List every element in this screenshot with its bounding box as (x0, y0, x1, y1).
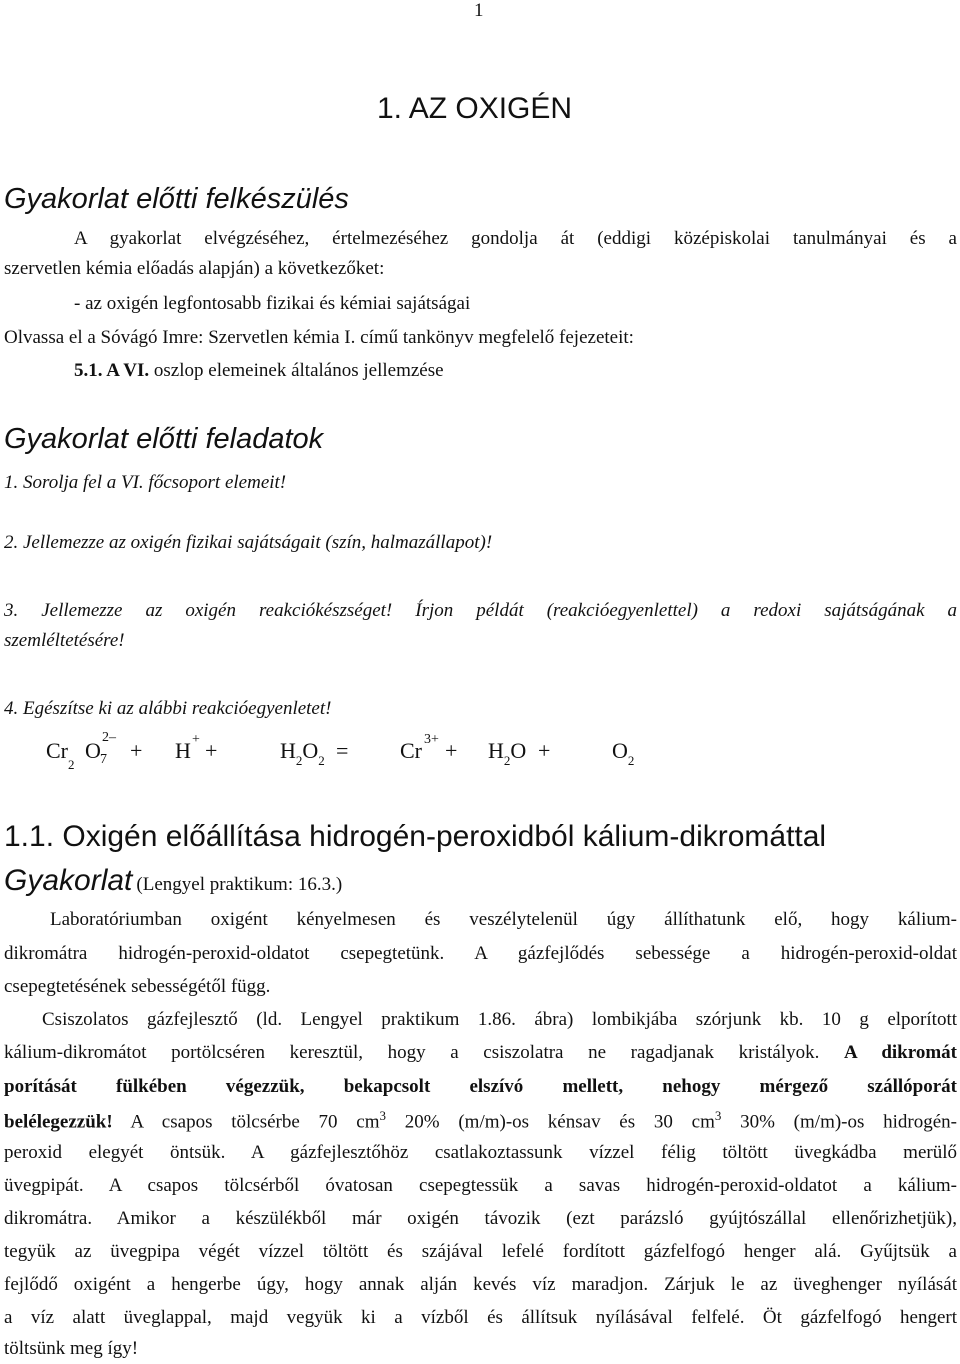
paragraph-2-line-2-text: kálium-dikromátot portölcséren keresztül, hogy a csiszolatra ne ragadjanak kristályok. (4, 1042, 820, 1063)
paragraph-2-line-2 (4, 1042, 957, 1064)
eq-cr2-sup: 3+ (424, 732, 439, 747)
paragraph-2-line-11: töltsünk meg így! (4, 1338, 139, 1359)
task-2: 2. Jellemezze az oxigén fizikai sajátságait (szín, halmazállapot)! (4, 532, 493, 553)
intro-line-2: szervetlen kémia előadás alapján) a következőket: (4, 258, 385, 279)
paragraph-2-line-7: dikromátra. Amikor a készülékből már oxigén távozik (ezt parázsló gyújtószállal ellenőrizhetjük), (4, 1208, 957, 1229)
acid-concentration-text: 20% (m/m)-os kénsav és 30 cm (404, 1111, 715, 1133)
paragraph-2-line-8: tegyük az üvegpipa végét vízzel töltött és szájával lefelé fordított gázfelfogó henger alá. Gyűjtsük a (4, 1241, 957, 1262)
paragraph-1-line-2: dikromátra hidrogén-peroxid-oldatot csepegtetünk. A gázfejlődés sebessége a hidrogén-peroxid-oldat (4, 943, 957, 964)
eq-cr: Cr (46, 738, 68, 763)
eq-h3: H (488, 738, 504, 763)
peroxide-concentration-text: 30% (m/m)-os hidrogén- (740, 1111, 958, 1133)
paragraph-2-line-5: peroxid elegyét öntsük. A gázfejlesztőhöz csatlakoztassunk vízzel félig töltött üvegkádba merülő (4, 1142, 957, 1163)
section-heading-oxygen-preparation: 1.1. Oxigén előállítása hidrogén-peroxidból kálium-dikromáttal (4, 820, 827, 853)
eq-cr-sub: 2 (68, 757, 75, 773)
practice-heading-row (4, 864, 342, 898)
acid-volume-text: A csapos tölcsérbe 70 cm (130, 1111, 380, 1133)
section-heading-tasks: Gyakorlat előtti feladatok (4, 423, 324, 455)
intro-line-1: A gyakorlat elvégzéséhez, értelmezéséhez gondolja át (eddigi középiskolai tanulmányai és a (74, 228, 957, 249)
eq-h: H (175, 738, 191, 763)
eq-o-sub: 7 (100, 752, 107, 767)
task-3-line-2: szemléltetésére! (4, 630, 125, 651)
eq-o-sup: 2– (102, 730, 116, 745)
eq-o4: O (612, 738, 628, 763)
paragraph-2-line-10: a víz alatt üveglappal, majd vegyük ki a vízből és állítsuk nyílásával felfelé. Öt gázfelfogó hengert (4, 1307, 957, 1328)
eq-equals: = (336, 738, 349, 763)
eq-h3-sub: 2 (503, 753, 511, 769)
warning-start: A dikromát (844, 1042, 957, 1063)
paragraph-1-line-3: csepegtetésének sebességétől függ. (4, 976, 271, 997)
cm3-superscript-1: 3 (379, 1108, 387, 1123)
chapter-reference-number: 5.1. A VI. (74, 360, 150, 381)
practice-heading: Gyakorlat (4, 864, 133, 897)
eq-h2: H (280, 738, 296, 763)
eq-plus-1: + (130, 738, 143, 763)
cm3-superscript-2: 3 (714, 1108, 722, 1123)
task-4: 4. Egészítse ki az alábbi reakcióegyenletet! (4, 698, 332, 719)
paragraph-2-line-1: Csiszolatos gázfejlesztő (ld. Lengyel praktikum 1.86. ábra) lombikjába szórjunk kb. 10 g elporított (42, 1009, 957, 1030)
paragraph-2-line-6: üvegpipát. A csapos tölcsérből óvatosan csepegtessük a savas hidrogén-peroxid-oldatot a kálium- (4, 1175, 957, 1196)
chapter-reference-text: oszlop elemeinek általános jellemzése (153, 360, 444, 381)
eq-o: O (85, 738, 101, 763)
paragraph-2-line-4 (4, 1108, 957, 1133)
chapter-title: 1. AZ OXIGÉN (377, 92, 573, 125)
eq-o2: O (302, 738, 319, 763)
task-3-line-1: 3. Jellemezze az oxigén reakciókészséget! Írjon példát (reakcióegyenlettel) a redoxi sajátságának a (4, 600, 957, 621)
paragraph-1-line-1: Laboratóriumban oxigént kényelmesen és veszélytelenül úgy állíthatunk elő, hogy kálium- (50, 909, 957, 930)
chapter-reference (74, 360, 444, 382)
eq-cr2: Cr (400, 738, 422, 763)
paragraph-2-line-9: fejlődő oxigént a hengerbe úgy, hogy annak alján kevés víz maradjon. Zárjuk le az üveghenger nyílását (4, 1274, 957, 1295)
eq-o2-sub: 2 (318, 753, 325, 769)
warning-line: porítását fülkében végezzük, bekapcsolt elszívó mellett, nehogy mérgező szállóporát (4, 1076, 957, 1097)
bullet-item: - az oxigén legfontosabb fizikai és kémiai sajátságai (74, 293, 471, 314)
page-number: 1 (474, 0, 484, 21)
eq-h2-sub: 2 (295, 753, 303, 769)
eq-o3: O (510, 738, 527, 763)
eq-h-sup: + (192, 732, 200, 747)
practice-reference: (Lengyel praktikum: 16.3.) (136, 874, 343, 895)
section-heading-preparation: Gyakorlat előtti felkészülés (4, 183, 349, 215)
reading-instruction: Olvassa el a Sóvágó Imre: Szervetlen kémia I. című tankönyv megfelelő fejezeteit: (4, 327, 634, 348)
task-1: 1. Sorolja fel a VI. főcsoport elemeit! (4, 472, 287, 493)
eq-plus-2: + (205, 738, 218, 763)
eq-o4-sub: 2 (627, 753, 635, 769)
eq-plus-3: + (445, 738, 458, 763)
eq-plus-4: + (538, 738, 551, 763)
warning-end: belélegezzük! (4, 1111, 113, 1133)
